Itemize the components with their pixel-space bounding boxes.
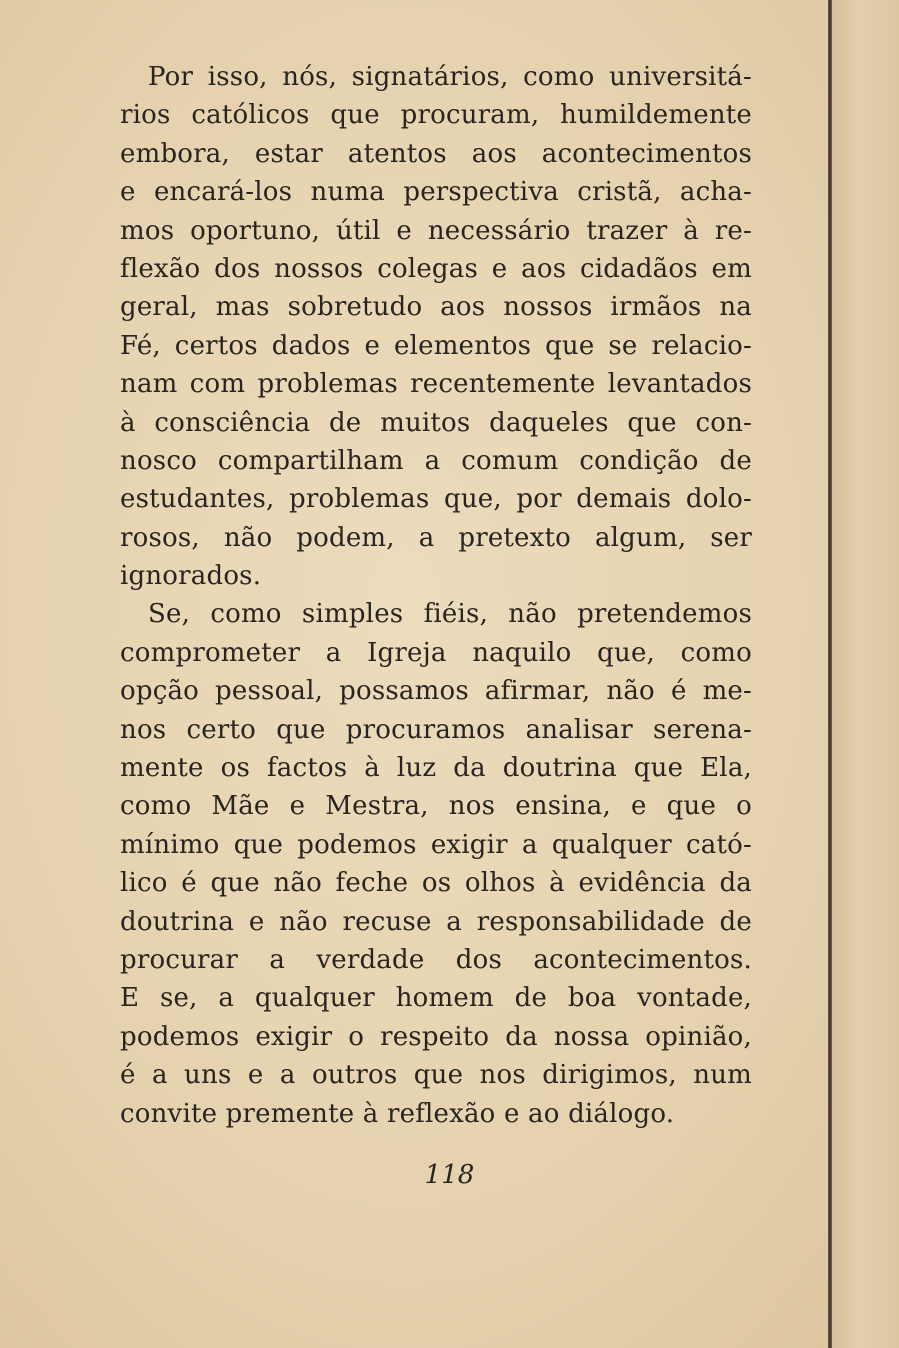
text-line: E se, a qualquer homem de boa vontade, xyxy=(120,983,752,1014)
text-line: procurar a verdade dos acontecimentos. xyxy=(120,944,752,975)
text-line: como Mãe e Mestra, nos ensina, e que o xyxy=(120,791,752,822)
text-line: é a uns e a outros que nos dirigimos, num xyxy=(120,1060,752,1091)
text-line: podemos exigir o respeito da nossa opinião, xyxy=(120,1021,752,1052)
body-text xyxy=(120,58,752,1133)
text-line: estudantes, problemas que, por demais dolo- xyxy=(120,484,752,515)
text-line: nosco compartilham a comum condição de xyxy=(120,445,752,476)
text-line: nos certo que procuramos analisar serena- xyxy=(120,714,752,745)
text-line: flexão dos nossos colegas e aos cidadãos em xyxy=(120,253,752,284)
text-line: rios católicos que procuram, humildemente xyxy=(120,100,752,131)
text-line: comprometer a Igreja naquilo que, como xyxy=(120,637,752,668)
text-line: Fé, certos dados e elementos que se relacio- xyxy=(120,330,752,361)
paragraph-1 xyxy=(120,58,752,595)
text-line: à consciência de muitos daqueles que con- xyxy=(120,407,752,438)
binding-strip xyxy=(832,0,899,1348)
page-number: 118 xyxy=(424,1160,475,1190)
text-line: opção pessoal, possamos afirmar, não é me- xyxy=(120,676,752,707)
text-line: embora, estar atentos aos acontecimentos xyxy=(120,138,752,169)
text-line: e encará-los numa perspectiva cristã, acha- xyxy=(120,177,752,208)
text-line: geral, mas sobretudo aos nossos irmãos na xyxy=(120,292,752,323)
text-line: convite premente à reflexão e ao diálogo. xyxy=(120,1098,675,1129)
text-line: Se, como simples fiéis, não pretendemos xyxy=(148,599,752,630)
paragraph-2 xyxy=(120,595,752,1132)
text-line: ignorados. xyxy=(120,561,262,592)
text-line: lico é que não feche os olhos à evidência da xyxy=(120,868,752,899)
text-line: mente os factos à luz da doutrina que Ela, xyxy=(120,753,752,784)
text-line: rosos, não podem, a pretexto algum, ser xyxy=(120,522,752,553)
text-line: mínimo que podemos exigir a qualquer cató- xyxy=(120,829,752,860)
text-line: nam com problemas recentemente levantados xyxy=(120,369,752,400)
text-line: Por isso, nós, signatários, como universitá- xyxy=(148,62,752,92)
text-line: mos oportuno, útil e necessário trazer à re- xyxy=(120,215,752,246)
text-line: doutrina e não recuse a responsabilidade de xyxy=(120,906,752,937)
